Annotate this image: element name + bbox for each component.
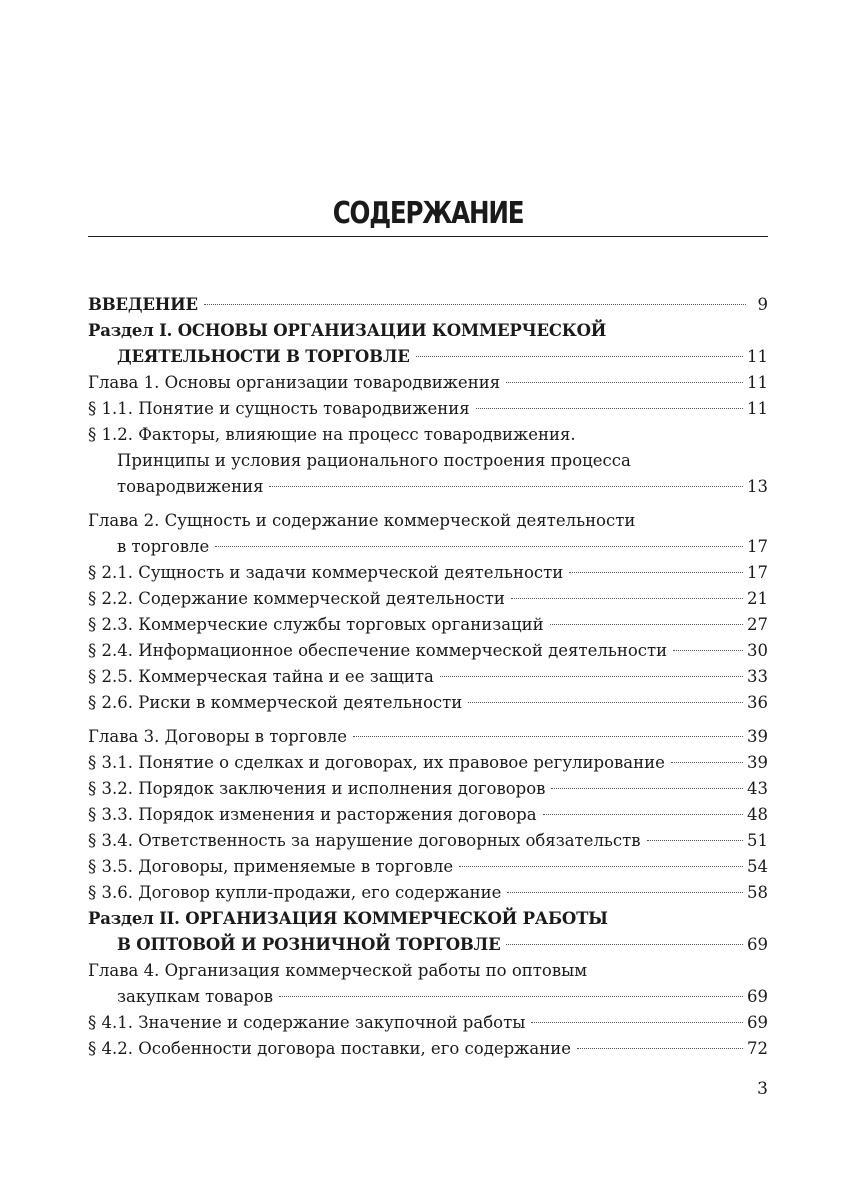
toc-entry-page: 43: [747, 779, 768, 798]
toc-entry[interactable]: [88, 750, 768, 776]
dot-leader: [269, 486, 743, 487]
toc-entry-page: 72: [747, 1039, 768, 1058]
page-number: 3: [757, 1079, 768, 1099]
toc-entry-page: 11: [747, 373, 768, 392]
toc-entry-page: 58: [747, 883, 768, 902]
toc-entry-title: § 3.1. Понятие о сделках и договорах, их правовое регулирование: [88, 753, 665, 772]
toc-entry-page: 54: [747, 857, 768, 876]
toc-entry[interactable]: [88, 906, 768, 932]
dot-leader: [468, 702, 743, 703]
toc-entry-page: 69: [747, 1013, 768, 1032]
dot-leader: [507, 892, 743, 893]
toc-entry[interactable]: [88, 880, 768, 906]
toc-entry-title: ВВЕДЕНИЕ: [88, 295, 198, 314]
toc-entry[interactable]: [88, 958, 768, 984]
toc-entry[interactable]: [88, 612, 768, 638]
toc-entry-page: 33: [747, 667, 768, 686]
toc-entry-page: 11: [747, 399, 768, 418]
toc-entry-title: § 1.1. Понятие и сущность товародвижения: [88, 399, 470, 418]
toc-entry-title: § 2.3. Коммерческие службы торговых организаций: [88, 615, 544, 634]
toc-entry-title: § 3.6. Договор купли-продажи, его содержание: [88, 883, 502, 902]
title-divider: [88, 236, 768, 237]
toc-entry-title: § 2.1. Сущность и задачи коммерческой деятельности: [88, 563, 564, 582]
toc-entry-title: закупкам товаров: [117, 987, 274, 1006]
toc-entry-title: § 2.4. Информационное обеспечение коммерческой деятельности: [88, 641, 668, 660]
toc-entry-page: 36: [747, 693, 768, 712]
toc-entry-title: § 1.2. Факторы, влияющие на процесс товародвижения.: [88, 425, 576, 444]
toc-entry[interactable]: [88, 854, 768, 880]
toc-entry[interactable]: [88, 448, 768, 474]
dot-leader: [543, 814, 743, 815]
dot-leader: [673, 650, 743, 651]
toc-entry[interactable]: [88, 1036, 768, 1062]
toc-entry-page: 17: [747, 537, 768, 556]
toc-entry-page: 27: [747, 615, 768, 634]
toc-entry[interactable]: [88, 586, 768, 612]
toc-entry-title: товародвижения: [117, 477, 264, 496]
toc-entry-page: 13: [747, 477, 768, 496]
toc-entry[interactable]: [88, 828, 768, 854]
toc-entry-title: Глава 1. Основы организации товародвижения: [88, 373, 501, 392]
table-of-contents: [88, 292, 768, 1062]
toc-entry[interactable]: [88, 638, 768, 664]
toc-entry-page: 9: [757, 295, 768, 314]
dot-leader: [506, 944, 743, 945]
toc-entry[interactable]: [88, 776, 768, 802]
dot-leader: [506, 382, 743, 383]
toc-entry-title: ДЕЯТЕЛЬНОСТИ В ТОРГОВЛЕ: [117, 347, 410, 366]
dot-leader: [353, 736, 743, 737]
toc-entry-title: В ОПТОВОЙ И РОЗНИЧНОЙ ТОРГОВЛЕ: [117, 935, 501, 954]
toc-entry-page: 39: [747, 753, 768, 772]
toc-entry-title: § 2.2. Содержание коммерческой деятельности: [88, 589, 505, 608]
dot-leader: [215, 546, 743, 547]
dot-leader: [647, 840, 743, 841]
dot-leader: [440, 676, 743, 677]
dot-leader: [416, 356, 743, 357]
toc-entry[interactable]: [88, 344, 768, 370]
dot-leader: [551, 788, 743, 789]
dot-leader: [577, 1048, 743, 1049]
toc-entry-title: Раздел II. ОРГАНИЗАЦИЯ КОММЕРЧЕСКОЙ РАБОТЫ: [88, 909, 608, 928]
toc-entry-title: § 3.5. Договоры, применяемые в торговле: [88, 857, 454, 876]
toc-entry-page: 51: [747, 831, 768, 850]
dot-leader: [511, 598, 743, 599]
toc-entry[interactable]: [88, 802, 768, 828]
dot-leader: [531, 1022, 743, 1023]
toc-entry-title: § 4.1. Значение и содержание закупочной работы: [88, 1013, 526, 1032]
dot-leader: [476, 408, 743, 409]
toc-entry[interactable]: [88, 560, 768, 586]
toc-entry[interactable]: [88, 474, 768, 500]
toc-entry-page: 11: [747, 347, 768, 366]
toc-entry-title: Принципы и условия рационального построения процесса: [117, 451, 631, 470]
dot-leader: [569, 572, 743, 573]
toc-entry-title: § 3.2. Порядок заключения и исполнения договоров: [88, 779, 546, 798]
toc-entry-title: Раздел I. ОСНОВЫ ОРГАНИЗАЦИИ КОММЕРЧЕСКОЙ: [88, 321, 607, 340]
toc-entry-title: § 3.3. Порядок изменения и расторжения договора: [88, 805, 537, 824]
toc-entry-title: Глава 3. Договоры в торговле: [88, 727, 347, 746]
toc-entry[interactable]: [88, 292, 768, 318]
toc-entry-title: § 2.5. Коммерческая тайна и ее защита: [88, 667, 434, 686]
toc-entry-page: 69: [747, 935, 768, 954]
toc-entry[interactable]: [88, 508, 768, 534]
toc-entry-page: 17: [747, 563, 768, 582]
toc-entry[interactable]: [88, 370, 768, 396]
toc-entry-page: 48: [747, 805, 768, 824]
toc-entry-page: 69: [747, 987, 768, 1006]
toc-entry-title: § 4.2. Особенности договора поставки, его содержание: [88, 1039, 571, 1058]
toc-entry-title: § 2.6. Риски в коммерческой деятельности: [88, 693, 463, 712]
toc-entry[interactable]: [88, 984, 768, 1010]
toc-entry[interactable]: [88, 664, 768, 690]
toc-entry[interactable]: [88, 318, 768, 344]
dot-leader: [279, 996, 743, 997]
toc-entry[interactable]: [88, 396, 768, 422]
toc-entry-page: 30: [747, 641, 768, 660]
dot-leader: [671, 762, 743, 763]
toc-entry[interactable]: [88, 534, 768, 560]
toc-entry[interactable]: [88, 1010, 768, 1036]
toc-entry[interactable]: [88, 724, 768, 750]
toc-entry[interactable]: [88, 932, 768, 958]
toc-entry-title: Глава 2. Сущность и содержание коммерческой деятельности: [88, 511, 636, 530]
toc-entry-title: Глава 4. Организация коммерческой работы по оптовым: [88, 961, 588, 980]
dot-leader: [459, 866, 743, 867]
toc-entry[interactable]: [88, 422, 768, 448]
toc-entry-page: 21: [747, 589, 768, 608]
toc-entry[interactable]: [88, 690, 768, 716]
toc-entry-title: § 3.4. Ответственность за нарушение договорных обязательств: [88, 831, 641, 850]
toc-entry-page: 39: [747, 727, 768, 746]
toc-entry-title: в торговле: [117, 537, 210, 556]
dot-leader: [550, 624, 743, 625]
dot-leader: [204, 304, 746, 305]
page-title: СОДЕРЖАНИЕ: [332, 196, 524, 231]
